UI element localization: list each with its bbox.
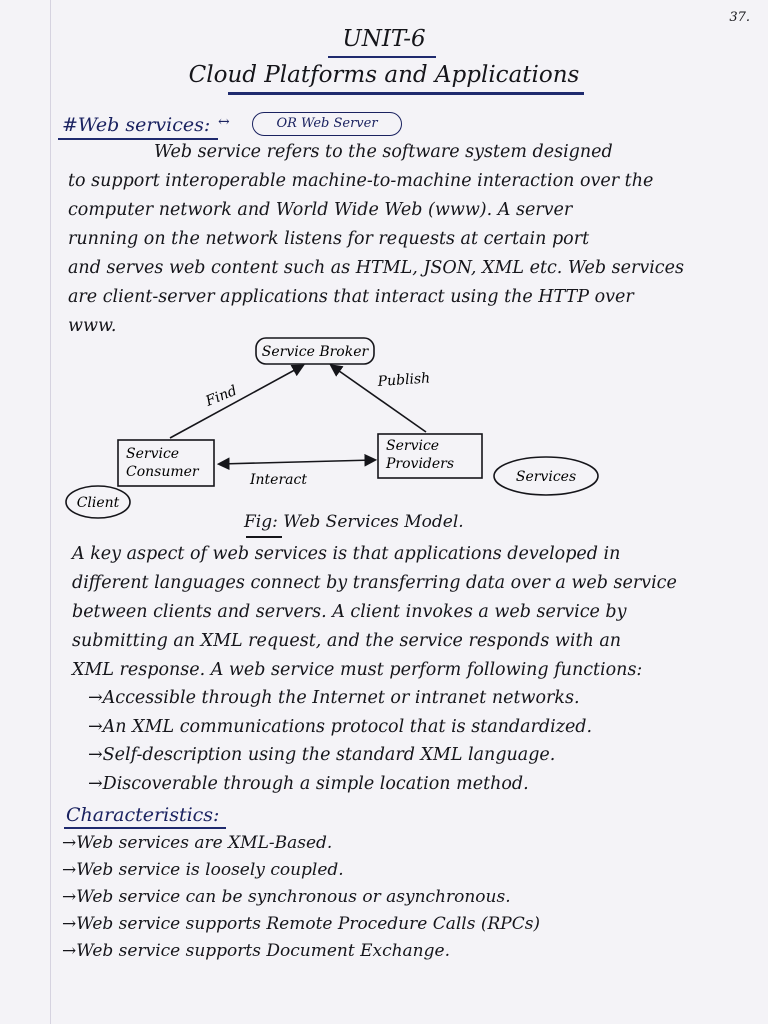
page-title: Cloud Platforms and Applications bbox=[188, 62, 580, 88]
find-arrow bbox=[170, 366, 302, 438]
list-item: →Web service supports Document Exchange. bbox=[62, 941, 450, 961]
para-line: A key aspect of web services is that applications developed in bbox=[72, 544, 621, 564]
para-line: and serves web content such as HTML, JSON, XML etc. Web services bbox=[68, 258, 684, 278]
consumer-label: Service Consumer bbox=[126, 446, 199, 480]
title-underline bbox=[228, 92, 584, 95]
para-line: are client-server applications that interact using the HTTP over bbox=[68, 287, 634, 307]
para-line: to support interoperable machine-to-machine interaction over the bbox=[68, 171, 654, 191]
figure-caption-text: Web Services Model. bbox=[283, 512, 464, 532]
double-arrow-icon: ↔ bbox=[218, 114, 230, 130]
web-services-heading: #Web services: bbox=[62, 114, 211, 136]
broker-label: Service Broker bbox=[261, 344, 369, 360]
characteristics-heading: Characteristics: bbox=[66, 804, 220, 826]
list-item: →Accessible through the Internet or intranet networks. bbox=[88, 688, 580, 708]
provider-label: Service Providers bbox=[386, 438, 455, 472]
web-services-paragraph bbox=[68, 138, 728, 341]
web-services-model-diagram bbox=[60, 330, 620, 530]
para-line: Web service refers to the software system designed bbox=[154, 142, 613, 162]
characteristics-list bbox=[62, 830, 540, 965]
para-line: between clients and servers. A client invokes a web service by bbox=[72, 602, 627, 622]
list-item: →An XML communications protocol that is standardized. bbox=[88, 716, 593, 737]
para-line: XML response. A web service must perform following functions: bbox=[72, 660, 643, 680]
find-label: Find bbox=[203, 382, 240, 410]
functions-list bbox=[88, 684, 592, 798]
interact-label: Interact bbox=[250, 472, 307, 488]
para-line: running on the network listens for requests at certain port bbox=[68, 229, 590, 249]
para-line: different languages connect by transferring data over a web service bbox=[72, 573, 677, 593]
characteristics-underline bbox=[64, 827, 226, 829]
key-aspect-paragraph bbox=[72, 540, 732, 685]
figure-caption-underline bbox=[246, 536, 282, 538]
unit-heading: UNIT-6 bbox=[342, 26, 426, 52]
list-item: →Web services are XML-Based. bbox=[62, 833, 333, 853]
client-label: Client bbox=[76, 495, 120, 511]
para-line: www. bbox=[68, 316, 117, 336]
alias-bubble: OR Web Server bbox=[252, 112, 402, 136]
para-line: submitting an XML request, and the service responds with an bbox=[72, 631, 622, 651]
services-label: Services bbox=[515, 469, 577, 485]
unit-underline bbox=[328, 56, 436, 58]
list-item: →Self-description using the standard XML language. bbox=[88, 745, 556, 765]
figure-caption-prefix: Fig: bbox=[244, 512, 278, 532]
page-number: 37. bbox=[729, 10, 750, 25]
list-item: →Discoverable through a simple location method. bbox=[88, 773, 529, 794]
para-line: computer network and World Wide Web (www). A server bbox=[68, 200, 573, 220]
figure-caption bbox=[244, 512, 464, 532]
publish-label: Publish bbox=[377, 370, 431, 390]
list-item: →Web service can be synchronous or asynchronous. bbox=[62, 887, 511, 907]
list-item: →Web service supports Remote Procedure Calls (RPCs) bbox=[62, 914, 541, 934]
interact-arrow bbox=[220, 460, 374, 464]
list-item: →Web service is loosely coupled. bbox=[62, 860, 344, 880]
margin-line bbox=[50, 0, 51, 1024]
